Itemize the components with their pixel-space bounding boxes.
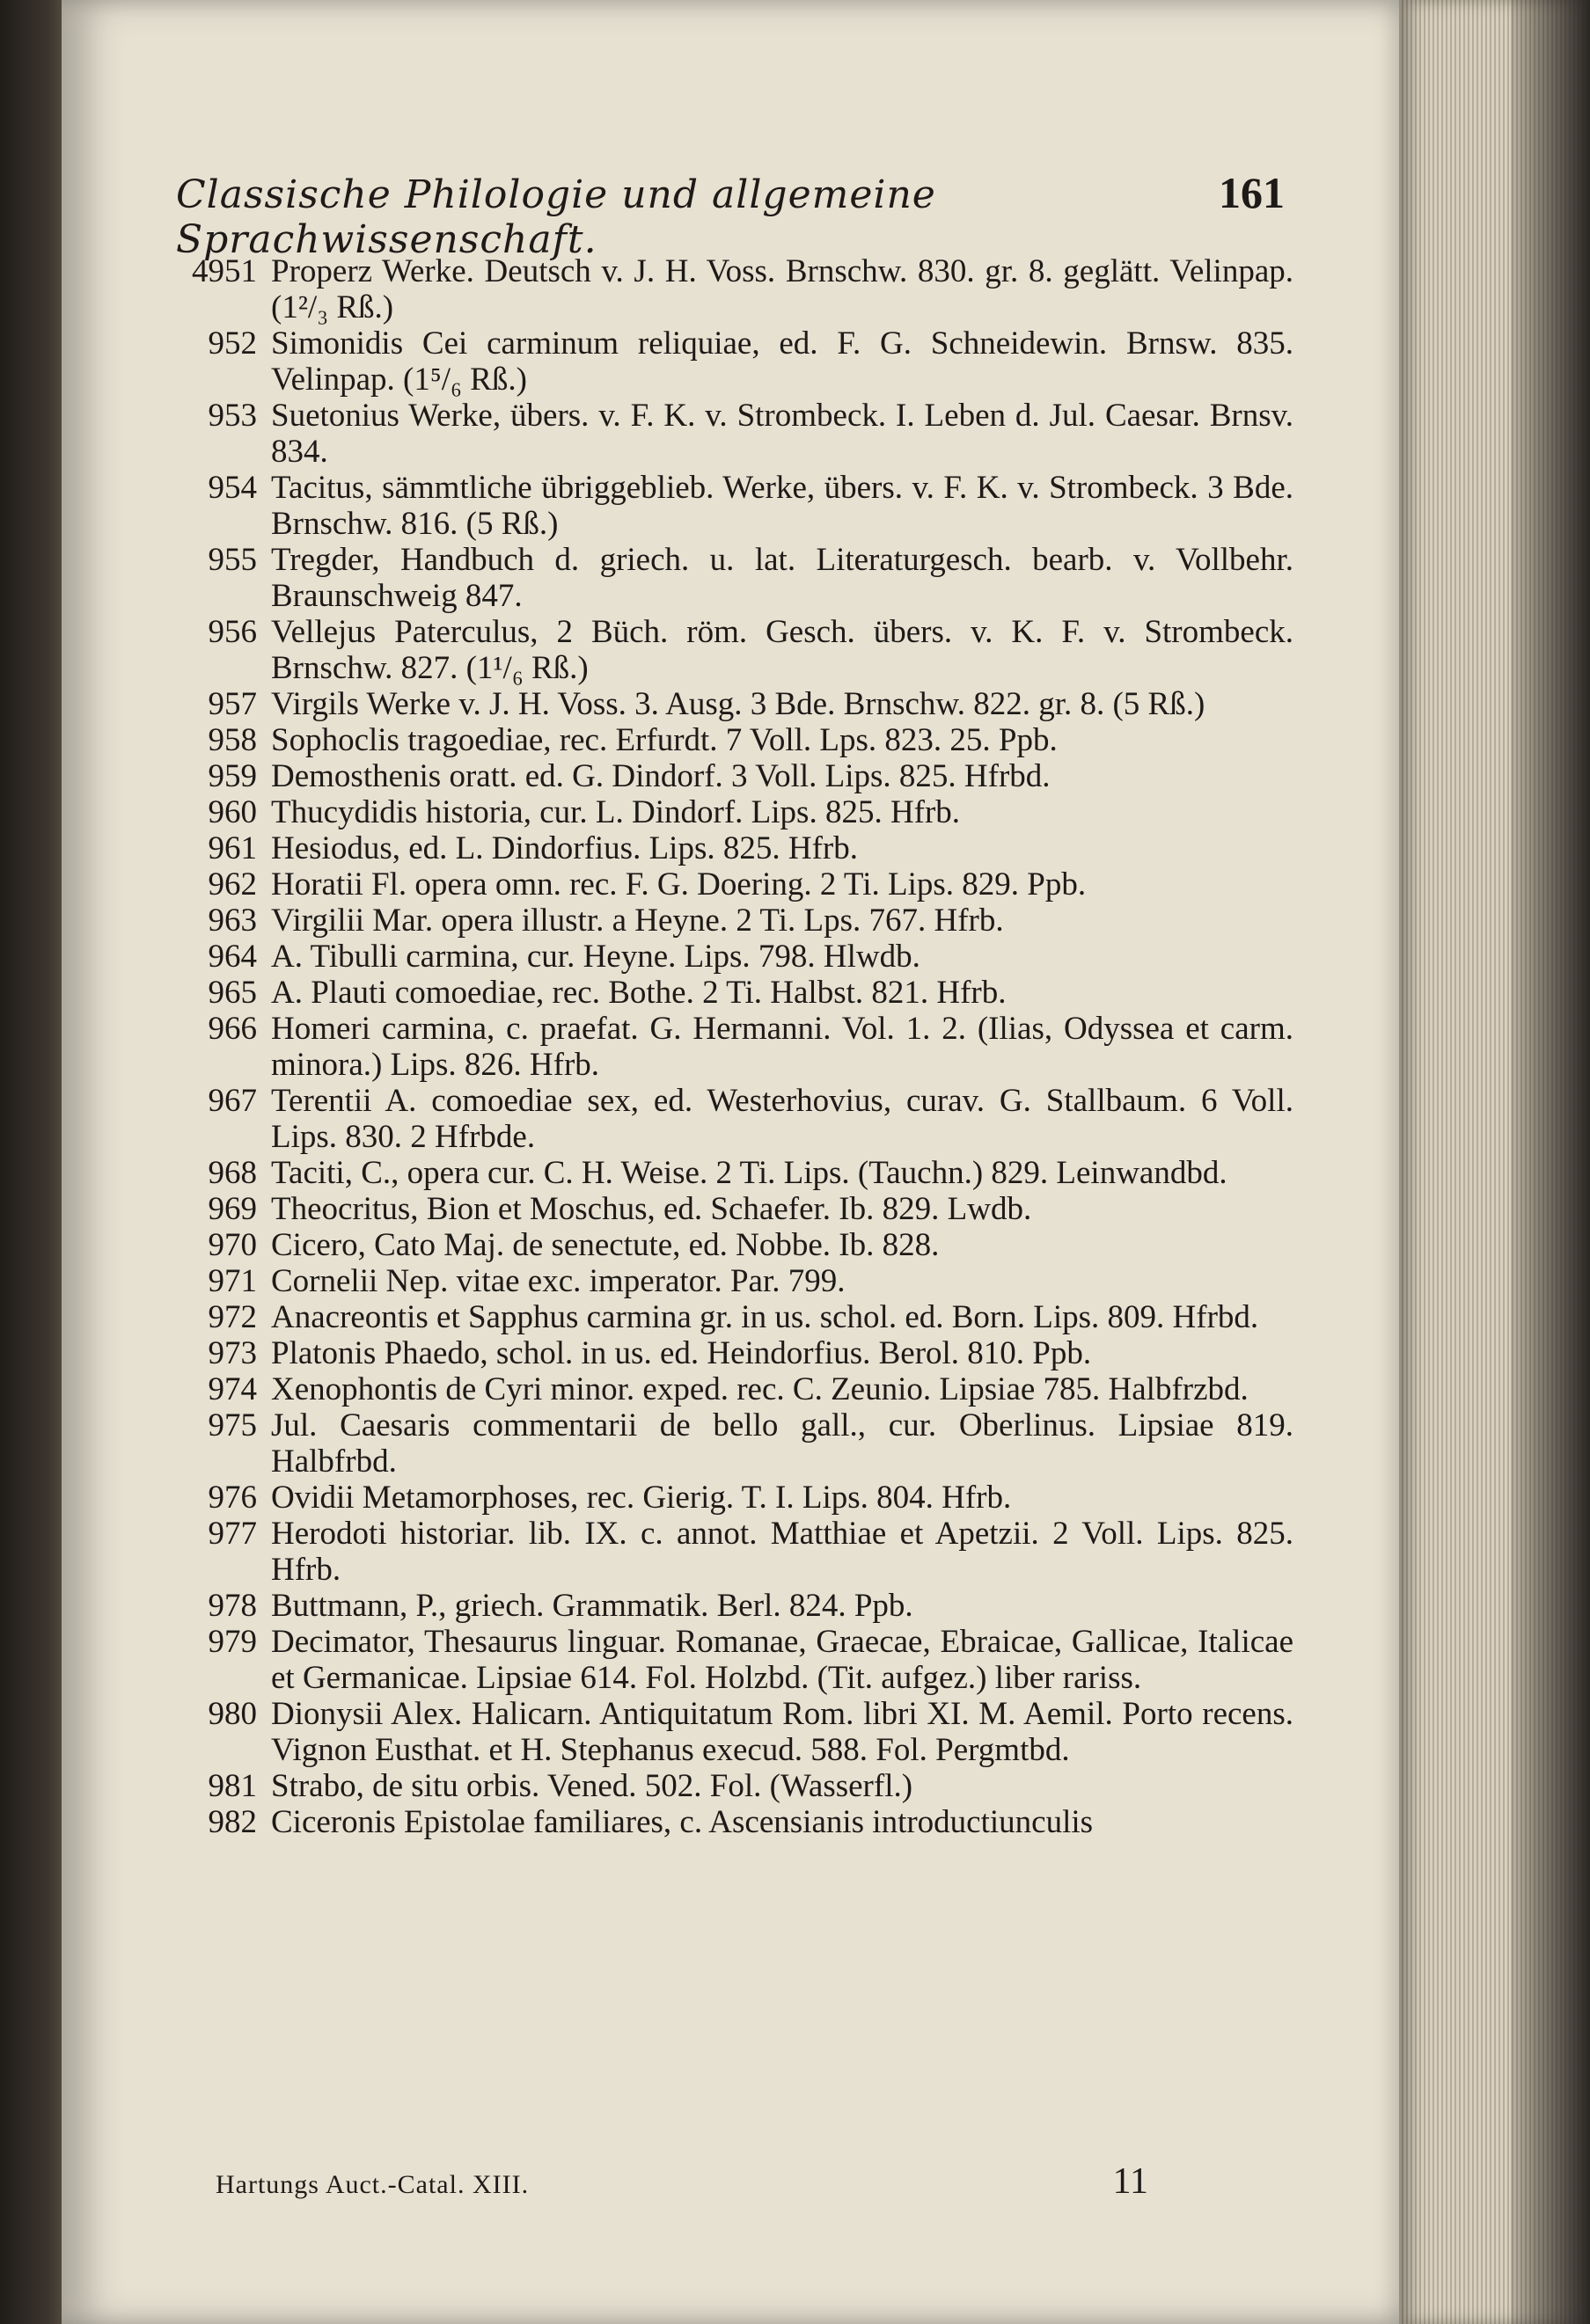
entry-text: Homeri carmina, c. praefat. G. Hermanni. Vol. 1. 2. (Ilias, Odyssea et carm. minora.) Lips. 826. Hfrb. [271,1011,1293,1083]
entry-number: 955 [208,542,257,578]
catalog-entry [176,1011,1293,1083]
entry-text: Theocritus, Bion et Moschus, ed. Schaefer. Ib. 829. Lwdb. [271,1191,1032,1227]
entry-text: Simonidis Cei carminum reliquiae, ed. F. G. Schneidewin. Brnsw. 835. Velinpap. (1⁵/₆ Rß.) [271,325,1293,398]
entry-text: Platonis Phaedo, schol. in us. ed. Heindorfius. Berol. 810. Ppb. [271,1335,1092,1371]
entry-text: Dionysii Alex. Halicarn. Antiquitatum Rom. libri XI. M. Aemil. Porto recens. Vignon Eusthat. et H. Stephanus execud. 588. Fol. Pergmtbd. [271,1696,1293,1768]
entry-text: Anacreontis et Sapphus carmina gr. in us. schol. ed. Born. Lips. 809. Hfrbd. [271,1299,1259,1335]
entry-number: 979 [208,1624,257,1660]
catalog-entry [176,1768,1293,1804]
entry-text: Virgilii Mar. opera illustr. a Heyne. 2 Ti. Lps. 767. Hfrb. [271,903,1004,939]
entry-text: Cornelii Nep. vitae exc. imperator. Par. 799. [271,1263,846,1299]
catalog-entry [176,975,1293,1011]
entry-number: 972 [208,1299,257,1335]
entry-number: 962 [208,866,257,903]
entry-text: A. Tibulli carmina, cur. Heyne. Lips. 798. Hlwdb. [271,939,920,975]
catalog-entry [176,1624,1293,1696]
entry-number: 956 [208,614,257,650]
entry-number: 953 [208,398,257,434]
entry-number: 982 [208,1804,257,1840]
entry-number: 980 [208,1696,257,1732]
entry-text: Thucydidis historia, cur. L. Dindorf. Lips. 825. Hfrb. [271,794,961,830]
entry-number: 966 [208,1011,257,1047]
entry-number: 957 [208,686,257,722]
catalog-entry [176,1227,1293,1263]
entry-number: 969 [208,1191,257,1227]
catalog-entry [176,1083,1293,1155]
entry-number: 981 [208,1768,257,1804]
entry-text: Buttmann, P., griech. Grammatik. Berl. 824. Ppb. [271,1588,913,1624]
catalog-entry [176,794,1293,830]
entry-text: Horatii Fl. opera omn. rec. F. G. Doering. 2 Ti. Lips. 829. Ppb. [271,866,1087,903]
entry-number: 965 [208,975,257,1011]
entry-text: A. Plauti comoediae, rec. Bothe. 2 Ti. Halbst. 821. Hfrb. [271,975,1007,1011]
catalog-entry [176,830,1293,866]
catalog-entry [176,1335,1293,1371]
catalog-entry [176,253,1293,325]
entry-number: 959 [208,758,257,794]
entry-text: Vellejus Paterculus, 2 Büch. röm. Gesch. übers. v. K. F. v. Strombeck. Brnschw. 827. (1¹/₆ Rß.) [271,614,1293,686]
catalog-entry [176,866,1293,903]
catalog-entry [176,1480,1293,1516]
entry-text: Xenophontis de Cyri minor. exped. rec. C. Zeunio. Lipsiae 785. Halbfrzbd. [271,1371,1249,1407]
catalog-entries [176,253,1293,1840]
catalog-entry [176,542,1293,614]
entry-text: Tacitus, sämmtliche übriggeblieb. Werke, übers. v. F. K. v. Strombeck. 3 Bde. Brnschw. 816. (5 Rß.) [271,470,1293,542]
entry-text: Hesiodus, ed. L. Dindorfius. Lips. 825. Hfrb. [271,830,858,866]
catalog-entry [176,614,1293,686]
catalog-entry [176,903,1293,939]
page-edges [1399,0,1590,2324]
entry-number: 976 [208,1480,257,1516]
entry-text: Ovidii Metamorphoses, rec. Gierig. T. I. Lips. 804. Hfrb. [271,1480,1012,1516]
entry-number: 971 [208,1263,257,1299]
header-title: Classische Philologie und allgemeine Sprachwissenschaft. [176,172,936,262]
sheet-number: 11 [1112,2161,1148,2202]
entry-number: 967 [208,1083,257,1119]
page-number: 161 [1219,168,1285,217]
entry-number: 952 [208,325,257,362]
entry-number: 977 [208,1516,257,1552]
catalog-entry [176,325,1293,398]
entry-number: 978 [208,1588,257,1624]
entry-number: 973 [208,1335,257,1371]
catalog-entry [176,470,1293,542]
entry-text: Virgils Werke v. J. H. Voss. 3. Ausg. 3 Bde. Brnschw. 822. gr. 8. (5 Rß.) [271,686,1205,722]
entry-number: 954 [208,470,257,506]
catalog-entry [176,1371,1293,1407]
entry-number: 4951 [192,253,257,289]
running-header [176,167,1285,262]
catalog-entry [176,1588,1293,1624]
entry-number: 975 [208,1407,257,1443]
entry-number: 961 [208,830,257,866]
page-footer [216,2160,1148,2203]
entry-number: 968 [208,1155,257,1191]
catalog-entry [176,1155,1293,1191]
entry-text: Tregder, Handbuch d. griech. u. lat. Literaturgesch. bearb. v. Vollbehr. Braunschweig 847. [271,542,1293,614]
catalog-entry [176,398,1293,470]
entry-text: Demosthenis oratt. ed. G. Dindorf. 3 Voll. Lips. 825. Hfrbd. [271,758,1051,794]
catalog-entry [176,1696,1293,1768]
entry-number: 974 [208,1371,257,1407]
entry-text: Ciceronis Epistolae familiares, c. Ascensianis introductiunculis [271,1804,1094,1840]
catalog-entry [176,758,1293,794]
entry-text: Herodoti historiar. lib. IX. c. annot. Matthiae et Apetzii. 2 Voll. Lips. 825. Hfrb. [271,1516,1293,1588]
catalog-entry [176,939,1293,975]
footer-signature: Hartungs Auct.-Catal. XIII. [216,2170,530,2199]
catalog-entry [176,1516,1293,1588]
catalog-entry [176,1263,1293,1299]
entry-text: Cicero, Cato Maj. de senectute, ed. Nobbe. Ib. 828. [271,1227,940,1263]
catalog-entry [176,1191,1293,1227]
entry-text: Sophoclis tragoediae, rec. Erfurdt. 7 Voll. Lps. 823. 25. Ppb. [271,722,1058,758]
entry-number: 958 [208,722,257,758]
catalog-entry [176,722,1293,758]
entry-number: 970 [208,1227,257,1263]
catalog-entry [176,1804,1293,1840]
catalog-entry [176,1407,1293,1480]
entry-number: 963 [208,903,257,939]
catalog-entry [176,1299,1293,1335]
entry-text: Taciti, C., opera cur. C. H. Weise. 2 Ti. Lips. (Tauchn.) 829. Leinwandbd. [271,1155,1227,1191]
entry-text: Decimator, Thesaurus linguar. Romanae, Graecae, Ebraicae, Gallicae, Italicae et Germanicae. Lipsiae 614. Fol. Holzbd. (Tit. aufgez.) liber rariss. [271,1624,1293,1696]
entry-text: Strabo, de situ orbis. Vened. 502. Fol. (Wasserfl.) [271,1768,913,1804]
entry-text: Suetonius Werke, übers. v. F. K. v. Strombeck. I. Leben d. Jul. Caesar. Brnsv. 834. [271,398,1293,470]
entry-text: Properz Werke. Deutsch v. J. H. Voss. Brnschw. 830. gr. 8. geglätt. Velinpap. (1²/₃ Rß.) [271,253,1293,325]
entry-number: 960 [208,794,257,830]
catalog-entry [176,686,1293,722]
entry-text: Terentii A. comoediae sex, ed. Westerhovius, curav. G. Stallbaum. 6 Voll. Lips. 830. 2 Hfrbde. [271,1083,1293,1155]
entry-number: 964 [208,939,257,975]
entry-text: Jul. Caesaris commentarii de bello gall., cur. Oberlinus. Lipsiae 819. Halbfrbd. [271,1407,1293,1480]
